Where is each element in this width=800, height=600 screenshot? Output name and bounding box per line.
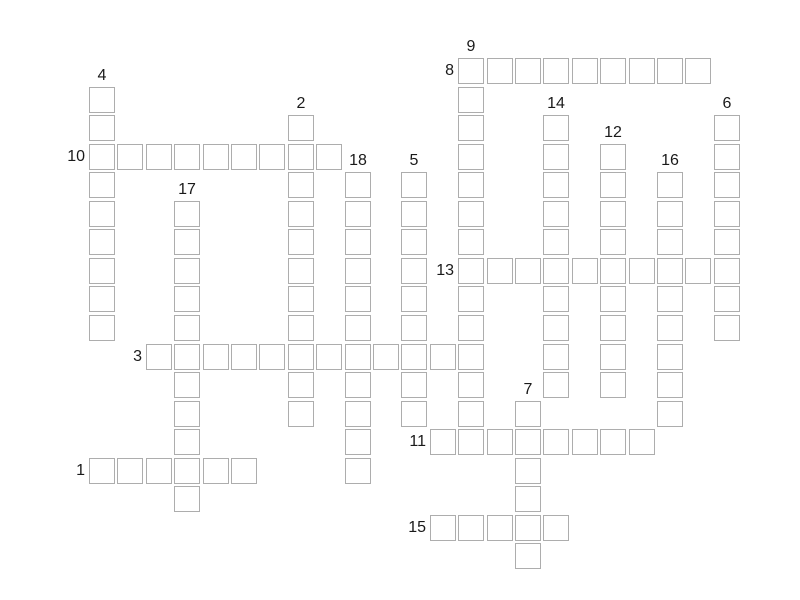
crossword-cell[interactable] <box>89 229 115 255</box>
crossword-cell[interactable] <box>543 372 569 398</box>
crossword-cell[interactable] <box>543 286 569 312</box>
crossword-cell[interactable] <box>543 144 569 170</box>
clue-number-3: 3 <box>133 348 142 365</box>
crossword-cell[interactable] <box>345 201 371 227</box>
crossword-cell[interactable] <box>458 115 484 141</box>
crossword-cell[interactable] <box>714 315 740 341</box>
crossword-cell[interactable] <box>89 315 115 341</box>
crossword-cell[interactable] <box>458 401 484 427</box>
crossword-cell[interactable] <box>288 172 314 198</box>
crossword-cell[interactable] <box>401 201 427 227</box>
crossword-cell[interactable] <box>401 344 427 370</box>
crossword-cell[interactable] <box>572 429 598 455</box>
crossword-cell[interactable] <box>657 315 683 341</box>
clue-number-9: 9 <box>466 38 476 55</box>
crossword-cell[interactable] <box>117 144 143 170</box>
clue-number-14: 14 <box>547 95 565 112</box>
crossword-cell[interactable] <box>458 315 484 341</box>
crossword-cell[interactable] <box>600 286 626 312</box>
crossword-cell[interactable] <box>714 144 740 170</box>
crossword-cell[interactable] <box>288 229 314 255</box>
crossword-cell[interactable] <box>515 58 541 84</box>
crossword-cell[interactable] <box>458 515 484 541</box>
crossword-cell[interactable] <box>714 172 740 198</box>
crossword-cell[interactable] <box>543 229 569 255</box>
crossword-cell[interactable] <box>89 172 115 198</box>
clue-number-16: 16 <box>661 152 679 169</box>
crossword-cell[interactable] <box>89 144 115 170</box>
crossword-cell[interactable] <box>657 344 683 370</box>
clue-number-12: 12 <box>604 124 622 141</box>
crossword-cell[interactable] <box>458 372 484 398</box>
crossword-cell[interactable] <box>89 458 115 484</box>
clue-number-17: 17 <box>178 181 196 198</box>
crossword-cell[interactable] <box>600 172 626 198</box>
crossword-cell[interactable] <box>629 58 655 84</box>
crossword-cell[interactable] <box>345 372 371 398</box>
crossword-cell[interactable] <box>515 258 541 284</box>
crossword-cell[interactable] <box>458 344 484 370</box>
crossword-cell[interactable] <box>600 429 626 455</box>
clue-number-11: 11 <box>409 433 426 450</box>
crossword-cell[interactable] <box>600 58 626 84</box>
clue-number-6: 6 <box>722 95 732 112</box>
crossword-cell[interactable] <box>458 429 484 455</box>
crossword-cell[interactable] <box>714 201 740 227</box>
crossword-cell[interactable] <box>231 344 257 370</box>
crossword-cell[interactable] <box>89 87 115 113</box>
crossword-cell[interactable] <box>174 144 200 170</box>
clue-number-15: 15 <box>408 519 426 536</box>
crossword-cell[interactable] <box>543 58 569 84</box>
crossword-cell[interactable] <box>345 258 371 284</box>
crossword-cell[interactable] <box>89 258 115 284</box>
crossword-cell[interactable] <box>600 344 626 370</box>
crossword-cell[interactable] <box>543 115 569 141</box>
crossword-cell[interactable] <box>600 229 626 255</box>
crossword-cell[interactable] <box>203 344 229 370</box>
crossword-cell[interactable] <box>174 401 200 427</box>
crossword-cell[interactable] <box>629 429 655 455</box>
crossword-cell[interactable] <box>316 144 342 170</box>
crossword-cell[interactable] <box>174 344 200 370</box>
crossword-cell[interactable] <box>117 458 143 484</box>
clue-number-8: 8 <box>445 62 454 79</box>
crossword-cell[interactable] <box>543 172 569 198</box>
crossword-cell[interactable] <box>657 401 683 427</box>
crossword-cell[interactable] <box>543 344 569 370</box>
crossword-cell[interactable] <box>515 486 541 512</box>
crossword-cell[interactable] <box>714 229 740 255</box>
crossword-cell[interactable] <box>345 315 371 341</box>
crossword-cell[interactable] <box>543 315 569 341</box>
crossword-cell[interactable] <box>657 58 683 84</box>
crossword-cell[interactable] <box>458 201 484 227</box>
clue-number-4: 4 <box>97 67 107 84</box>
crossword-cell[interactable] <box>288 144 314 170</box>
crossword-cell[interactable] <box>345 401 371 427</box>
crossword-cell[interactable] <box>458 58 484 84</box>
crossword-cell[interactable] <box>685 58 711 84</box>
crossword-cell[interactable] <box>487 515 513 541</box>
crossword-cell[interactable] <box>231 144 257 170</box>
crossword-cell[interactable] <box>515 515 541 541</box>
crossword-cell[interactable] <box>401 372 427 398</box>
crossword-cell[interactable] <box>572 258 598 284</box>
crossword-cell[interactable] <box>259 344 285 370</box>
crossword-cell[interactable] <box>89 201 115 227</box>
crossword-cell[interactable] <box>174 315 200 341</box>
crossword-cell[interactable] <box>458 286 484 312</box>
crossword-cell[interactable] <box>515 543 541 569</box>
crossword-cell[interactable] <box>657 372 683 398</box>
crossword-cell[interactable] <box>89 115 115 141</box>
crossword-cell[interactable] <box>345 458 371 484</box>
clue-number-7: 7 <box>523 381 533 398</box>
clue-number-1: 1 <box>76 462 85 479</box>
crossword-cell[interactable] <box>316 344 342 370</box>
crossword-cell[interactable] <box>288 286 314 312</box>
crossword-cell[interactable] <box>231 458 257 484</box>
crossword-cell[interactable] <box>458 229 484 255</box>
crossword-cell[interactable] <box>174 286 200 312</box>
crossword-cell[interactable] <box>288 372 314 398</box>
crossword-cell[interactable] <box>458 87 484 113</box>
crossword-cell[interactable] <box>657 201 683 227</box>
crossword-cell[interactable] <box>174 258 200 284</box>
crossword-cell[interactable] <box>543 201 569 227</box>
crossword-cell[interactable] <box>401 286 427 312</box>
crossword-cell[interactable] <box>430 344 456 370</box>
crossword-cell[interactable] <box>714 258 740 284</box>
crossword-cell[interactable] <box>288 115 314 141</box>
crossword-cell[interactable] <box>288 401 314 427</box>
crossword-cell[interactable] <box>543 258 569 284</box>
crossword-cell[interactable] <box>345 229 371 255</box>
crossword-cell[interactable] <box>430 515 456 541</box>
crossword-cell[interactable] <box>203 144 229 170</box>
crossword-cell[interactable] <box>458 172 484 198</box>
crossword-cell[interactable] <box>401 258 427 284</box>
crossword-cell[interactable] <box>600 315 626 341</box>
crossword-cell[interactable] <box>401 315 427 341</box>
crossword-cell[interactable] <box>373 344 399 370</box>
crossword-cell[interactable] <box>345 172 371 198</box>
crossword-cell[interactable] <box>174 372 200 398</box>
clue-number-5: 5 <box>409 152 419 169</box>
crossword-cell[interactable] <box>714 286 740 312</box>
crossword-cell[interactable] <box>174 486 200 512</box>
crossword-cell[interactable] <box>401 401 427 427</box>
crossword-cell[interactable] <box>174 229 200 255</box>
crossword-cell[interactable] <box>572 58 598 84</box>
crossword-cell[interactable] <box>657 172 683 198</box>
crossword-cell[interactable] <box>685 258 711 284</box>
crossword-cell[interactable] <box>515 401 541 427</box>
clue-number-10: 10 <box>67 148 85 165</box>
crossword-cell[interactable] <box>458 144 484 170</box>
crossword-cell[interactable] <box>174 201 200 227</box>
crossword-cell[interactable] <box>345 286 371 312</box>
crossword-cell[interactable] <box>288 201 314 227</box>
crossword-cell[interactable] <box>543 515 569 541</box>
crossword-cell[interactable] <box>600 201 626 227</box>
crossword-cell[interactable] <box>629 258 655 284</box>
crossword-cell[interactable] <box>430 429 456 455</box>
crossword-cell[interactable] <box>146 144 172 170</box>
crossword-cell[interactable] <box>401 229 427 255</box>
crossword-cell[interactable] <box>146 458 172 484</box>
crossword-cell[interactable] <box>487 258 513 284</box>
crossword-cell[interactable] <box>487 429 513 455</box>
crossword-cell[interactable] <box>174 429 200 455</box>
crossword-cell[interactable] <box>458 258 484 284</box>
crossword-cell[interactable] <box>714 115 740 141</box>
crossword-cell[interactable] <box>401 172 427 198</box>
crossword-cell[interactable] <box>146 344 172 370</box>
crossword-cell[interactable] <box>543 429 569 455</box>
crossword-cell[interactable] <box>288 315 314 341</box>
crossword-cell[interactable] <box>203 458 229 484</box>
crossword-cell[interactable] <box>600 372 626 398</box>
crossword-cell[interactable] <box>487 58 513 84</box>
clue-number-2: 2 <box>296 95 306 112</box>
crossword-cell[interactable] <box>259 144 285 170</box>
crossword-cell[interactable] <box>174 458 200 484</box>
crossword-cell[interactable] <box>600 144 626 170</box>
crossword-cell[interactable] <box>657 286 683 312</box>
crossword-cell[interactable] <box>515 429 541 455</box>
crossword-cell[interactable] <box>657 229 683 255</box>
crossword-cell[interactable] <box>515 458 541 484</box>
crossword-cell[interactable] <box>288 258 314 284</box>
crossword-cell[interactable] <box>345 344 371 370</box>
clue-number-13: 13 <box>436 262 454 279</box>
crossword-cell[interactable] <box>657 258 683 284</box>
crossword-cell[interactable] <box>288 344 314 370</box>
clue-number-18: 18 <box>349 152 367 169</box>
crossword-cell[interactable] <box>89 286 115 312</box>
crossword-cell[interactable] <box>600 258 626 284</box>
crossword-cell[interactable] <box>345 429 371 455</box>
